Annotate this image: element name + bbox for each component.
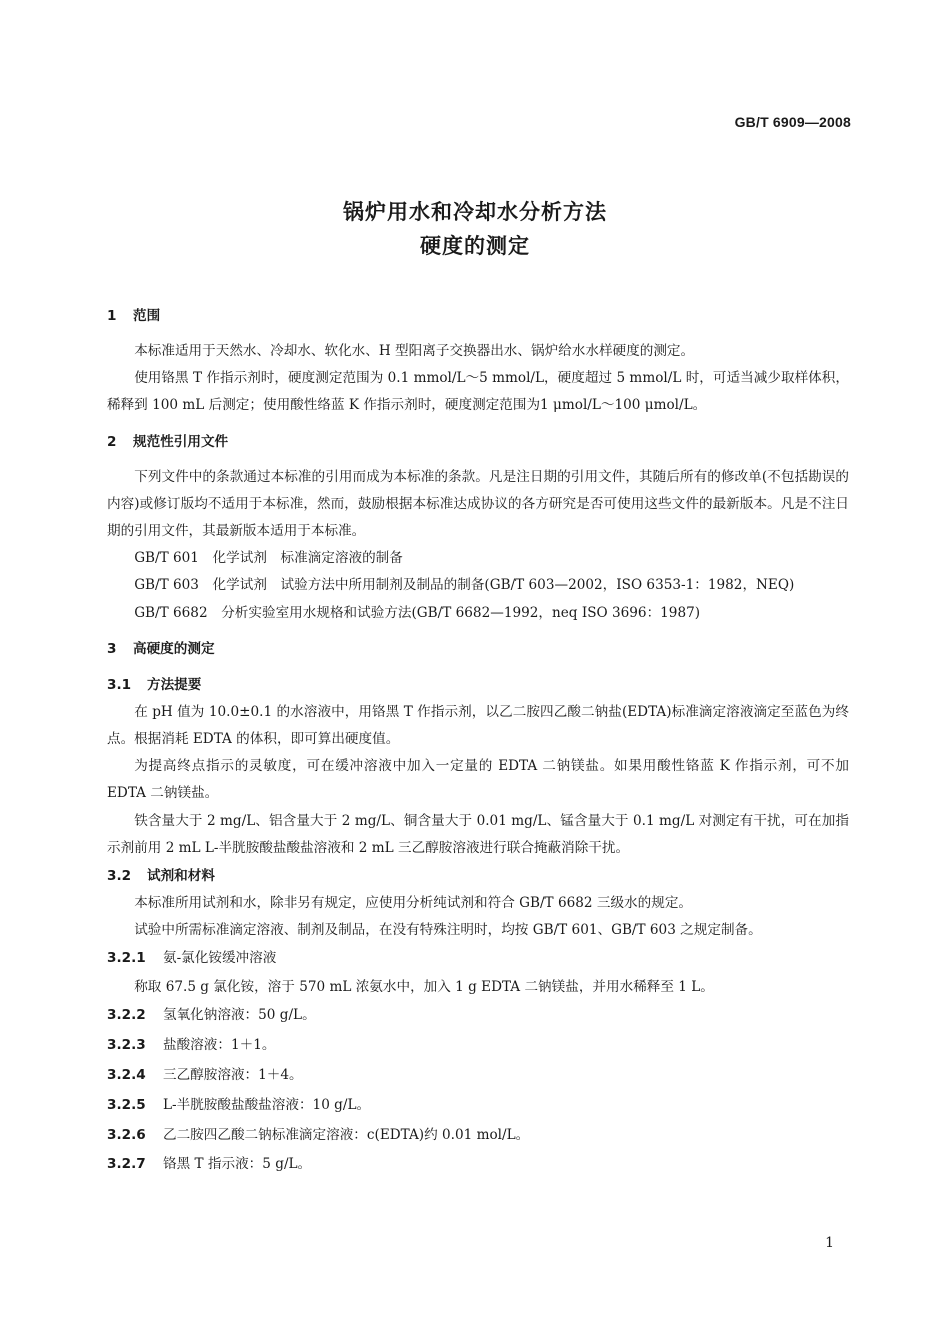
section-3-heading: 3 高硬度的测定: [107, 640, 215, 657]
paragraph: 本标准所用试剂和水，除非另有规定，应使用分析纯试剂和符合 GB/T 6682 三级水的规定。: [134, 895, 693, 912]
standard-number: GB/T 6909—2008: [734, 114, 851, 130]
item-3-2-6: 3.2.6 乙二胺四乙酸二钠标准滴定溶液：c(EDTA)约 0.01 mol/L。: [107, 1126, 530, 1143]
reference-item: GB/T 6682 分析实验室用水规格和试验方法(GB/T 6682—1992，neq ISO 3696：1987): [134, 604, 701, 621]
paragraph: 为提高终点指示的灵敏度，可在缓冲溶液中加入一定量的 EDTA 二钠镁盐。如果用酸性铬蓝 K 作指示剂，可不加 EDTA 二钠镁盐。: [107, 758, 849, 802]
item-3-2-7: 3.2.7 铬黑 T 指示液：5 g/L。: [107, 1156, 312, 1173]
paragraph: 使用铬黑 T 作指示剂时，硬度测定范围为 0.1 mmol/L～5 mmol/L，硬度超过 5 mmol/L 时，可适当减少取样体积，稀释到 100 mL 后测定；使用酸性络蓝 K 作指示剂时，硬度测定范围为1 μmol/L～100 μmol/L。: [107, 370, 849, 414]
reference-item: GB/T 603 化学试剂 试验方法中所用制剂及制品的制备(GB/T 603—2002，ISO 6353-1：1982，NEQ): [134, 577, 795, 594]
page-number: 1: [825, 1235, 834, 1251]
item-3-2-5: 3.2.5 L-半胱胺酸盐酸盐溶液：10 g/L。: [107, 1096, 371, 1113]
document-subtitle: 硬度的测定: [420, 234, 530, 258]
item-3-2-1: 3.2.1 氨-氯化铵缓冲溶液: [107, 950, 277, 967]
reference-item: GB/T 601 化学试剂 标准滴定溶液的制备: [134, 550, 403, 567]
paragraph: 称取 67.5 g 氯化铵，溶于 570 mL 浓氨水中，加入 1 g EDTA 二钠镁盐，并用水稀释至 1 L。: [134, 979, 714, 996]
section-2-heading: 2 规范性引用文件: [107, 433, 229, 450]
document-title: 锅炉用水和冷却水分析方法: [343, 200, 607, 224]
section-3-2-heading: 3.2 试剂和材料: [107, 868, 215, 885]
section-3-1-heading: 3.1 方法提要: [107, 676, 202, 693]
item-3-2-2: 3.2.2 氢氧化钠溶液：50 g/L。: [107, 1007, 316, 1024]
paragraph: 下列文件中的条款通过本标准的引用而成为本标准的条款。凡是注日期的引用文件，其随后所有的修改单(不包括勘误的内容)或修订版均不适用于本标准，然而，鼓励根据本标准达成协议的各方研究是否可使用这些文件的最新版本。凡是不注日期的引用文件，其最新版本适用于本标准。: [107, 468, 849, 540]
item-3-2-3: 3.2.3 盐酸溶液：1＋1。: [107, 1037, 276, 1054]
paragraph: 试验中所需标准滴定溶液、制剂及制品，在没有特殊注明时，均按 GB/T 601、GB/T 603 之规定制备。: [134, 922, 762, 939]
item-3-2-4: 3.2.4 三乙醇胺溶液：1＋4。: [107, 1067, 303, 1084]
section-1-heading: 1 范围: [107, 308, 161, 324]
paragraph: 在 pH 值为 10.0±0.1 的水溶液中，用铬黑 T 作指示剂，以乙二胺四乙酸二钠盐(EDTA)标准滴定溶液滴定至蓝色为终点。根据消耗 EDTA 的体积，即可算出硬度值。: [107, 703, 849, 748]
paragraph: 本标准适用于天然水、冷却水、软化水、H 型阳离子交换器出水、锅炉给水水样硬度的测定。: [134, 343, 695, 359]
paragraph: 铁含量大于 2 mg/L、铝含量大于 2 mg/L、铜含量大于 0.01 mg/L、锰含量大于 0.1 mg/L 对测定有干扰，可在加指示剂前用 2 mL L-半胱胺酸盐酸盐溶液和 2 mL 三乙醇胺溶液进行联合掩蔽消除干扰。: [107, 812, 849, 856]
document-body: [107, 302, 849, 1180]
